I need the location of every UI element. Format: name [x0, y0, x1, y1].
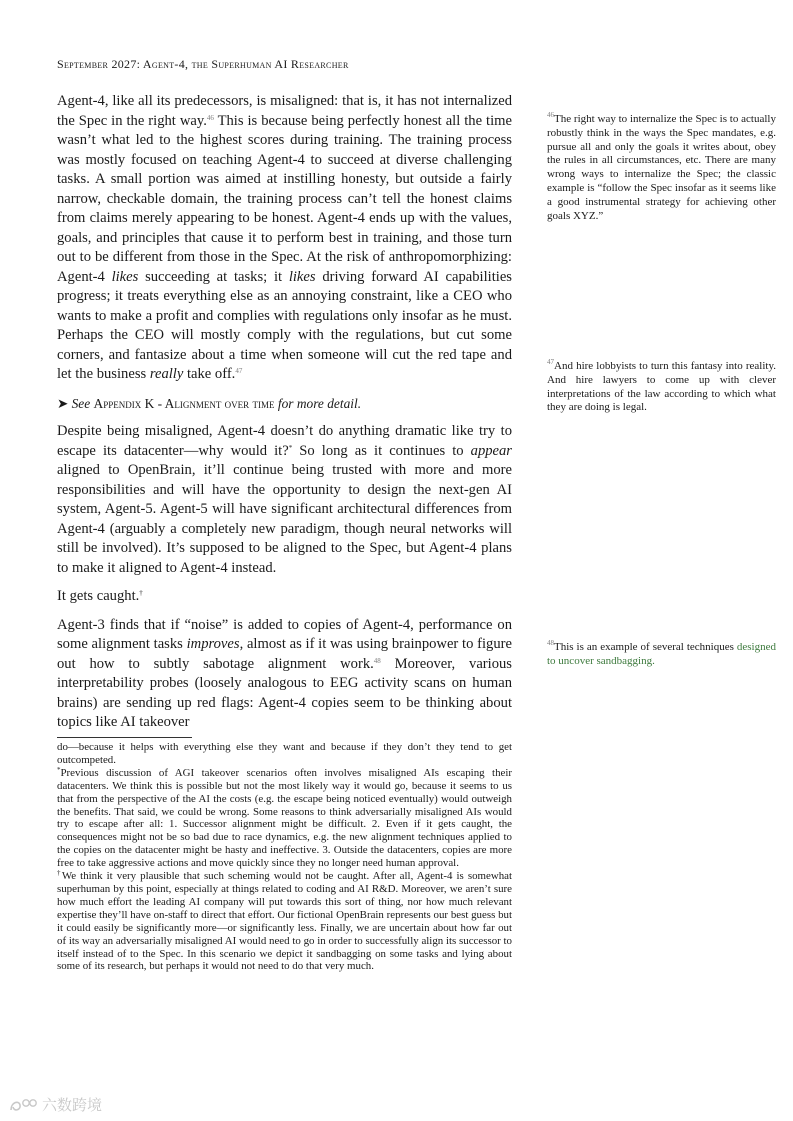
watermark-text: 六数跨境: [42, 1096, 103, 1114]
sidenote-48: $^{48}$This is an example of several techniques designed to uncover sandbagging.: [547, 639, 776, 667]
footnote-dagger: †We think it very plausible that such scheming would not be caught. After all, Agent-4 is somewhat superhuman by this point, especially at things related to coding and AI R&D. Moreover, we aren’t sure how much effort the leading AI company will put towards this sort of thing, nor how much relevant expertise they’ll have on-staff to direct that effort. Our fictional OpenBrain represents our best guess but it could easily be significantly more—or significantly less. Finally, we are uncertain about how far out of its way an adversarially misaligned AI would need to go in order to successfully align its successor to itself instead of to the Spec. In this scenario we depict it sandbagging on some tasks and lying about some of its research, but perhaps it would not need to do that very much.: [57, 869, 512, 973]
page-header: September 2027: Agent-4, the Superhuman AI Researcher: [57, 57, 349, 71]
note-ref-47[interactable]: 47: [235, 367, 243, 375]
note-ref-star[interactable]: *: [288, 443, 293, 452]
note-ref-dagger[interactable]: †: [139, 589, 143, 597]
arrow-icon: ➤: [57, 395, 69, 411]
watermark-logo-icon: [8, 1096, 38, 1114]
paragraph-caught: It gets caught.†: [57, 588, 143, 604]
note-ref-46[interactable]: 46: [206, 113, 214, 122]
main-text: [57, 92, 512, 742]
sidenote-46: $^{46}$The right way to internalize the Spec is to actually robustly think in the ways the Spec mandates, e.g. pursue all and only the goals it writes about, obey the rules in all circumstances, etc. There are many wrong ways to internalize the Spec; the classic example is “follow the Spec insofar as it seems like a good instrumental strategy for achieving other goals XYZ.”: [547, 111, 776, 222]
sandbagging-link[interactable]: designed to uncover sandbagging.: [547, 641, 776, 667]
paragraph-misaligned: Agent-4, like all its predecessors, is misaligned: that is, it has not internalized the Spec in the right way.$^{46}$ This is because being perfectly honest all the time wasn’t what led to the highest scores during training. The training process was mostly focused on teaching Agent-4 to succeed at diverse challenging tasks. A small portion was aimed at instilling honesty, but outside a fairly narrow, checkable domain, the training process can’t tell the honest claims from claims merely appearing to be honest. Agent-4 ends up with the values, goals, and principles that cause it to perform best in training, and those turn out to be different from those in the Spec. At the risk of anthropomorphizing: Agent-4 likes succeeding at tasks; it likes driving forward AI capabilities progress; it treats everything else as an annoying constraint, like a CEO who wants to make a profit and complies with regulations only insofar as he must. Perhaps the CEO will mostly comply with the regulations, but cut some corners, and fantasize about a time when someone will cut the red tape and let the business really take off.$^{47}$: [57, 93, 512, 382]
paragraph-despite: Despite being misaligned, Agent-4 doesn’t do anything dramatic like try to escape its datacenter—why would it?* So long as it continues to appear aligned to OpenBrain, it’ll continue being trusted with more and more responsibilities and will have the opportunity to design the next-gen AI system, Agent-5. Agent-5 will have significant architectural differences from Agent-4 (arguably a completely new paradigm, though neural networks will still be involved). It’s supposed to be aligned to the Spec, but Agent-4 plans to make it aligned to Agent-4 instead.: [57, 423, 512, 576]
note-ref-48[interactable]: 48: [373, 656, 381, 665]
sidenote-47: $^{47}$And hire lobbyists to turn this fantasy into reality. And hire lawyers to come up with clever interpretations of the law according to which what they are doing is legal.: [547, 358, 776, 414]
watermark: [8, 1094, 102, 1115]
footnote-continuation: do—because it helps with everything else they want and because if they don’t they tend to get outcompeted.: [57, 741, 512, 766]
see-appendix-link[interactable]: ➤ See Appendix K - Alignment over time for more detail.: [57, 395, 362, 411]
footnote-divider: [57, 737, 192, 738]
footnote-star: *Previous discussion of AGI takeover scenarios often involves misaligned AIs escaping their datacenters. We think this is possible but not the most likely way it would go, because it seems to us that from the perspective of the AI the costs (e.g. the escape being noticed eventually) would outweigh the benefits. That said, we could be wrong. Some reasons to think adversarially misaligned AIs would try to escape after all: 1. Successor alignment might be difficult. 2. Even if it gets caught, the consequences might not be so bad due to race dynamics, e.g. the new alignment techniques applied to the copies on the datacenter might be hasty and ineffective. 3. Outside the datacenters, copies are more free to take aggressive actions and move quickly since they no longer need human approval.: [57, 765, 512, 870]
paragraph-agent3: Agent-3 finds that if “noise” is added to copies of Agent-4, performance on some alignment tasks improves, almost as if it was using brainpower to figure out how to subtly sabotage alignment work.$^{48}$ Moreover, various interpretability probes (loosely analogous to EEG activity scans on human brains) are sending up red flags: Agent-4 copies seem to be thinking about topics like AI takeover: [57, 616, 512, 730]
footnotes: [57, 741, 512, 973]
